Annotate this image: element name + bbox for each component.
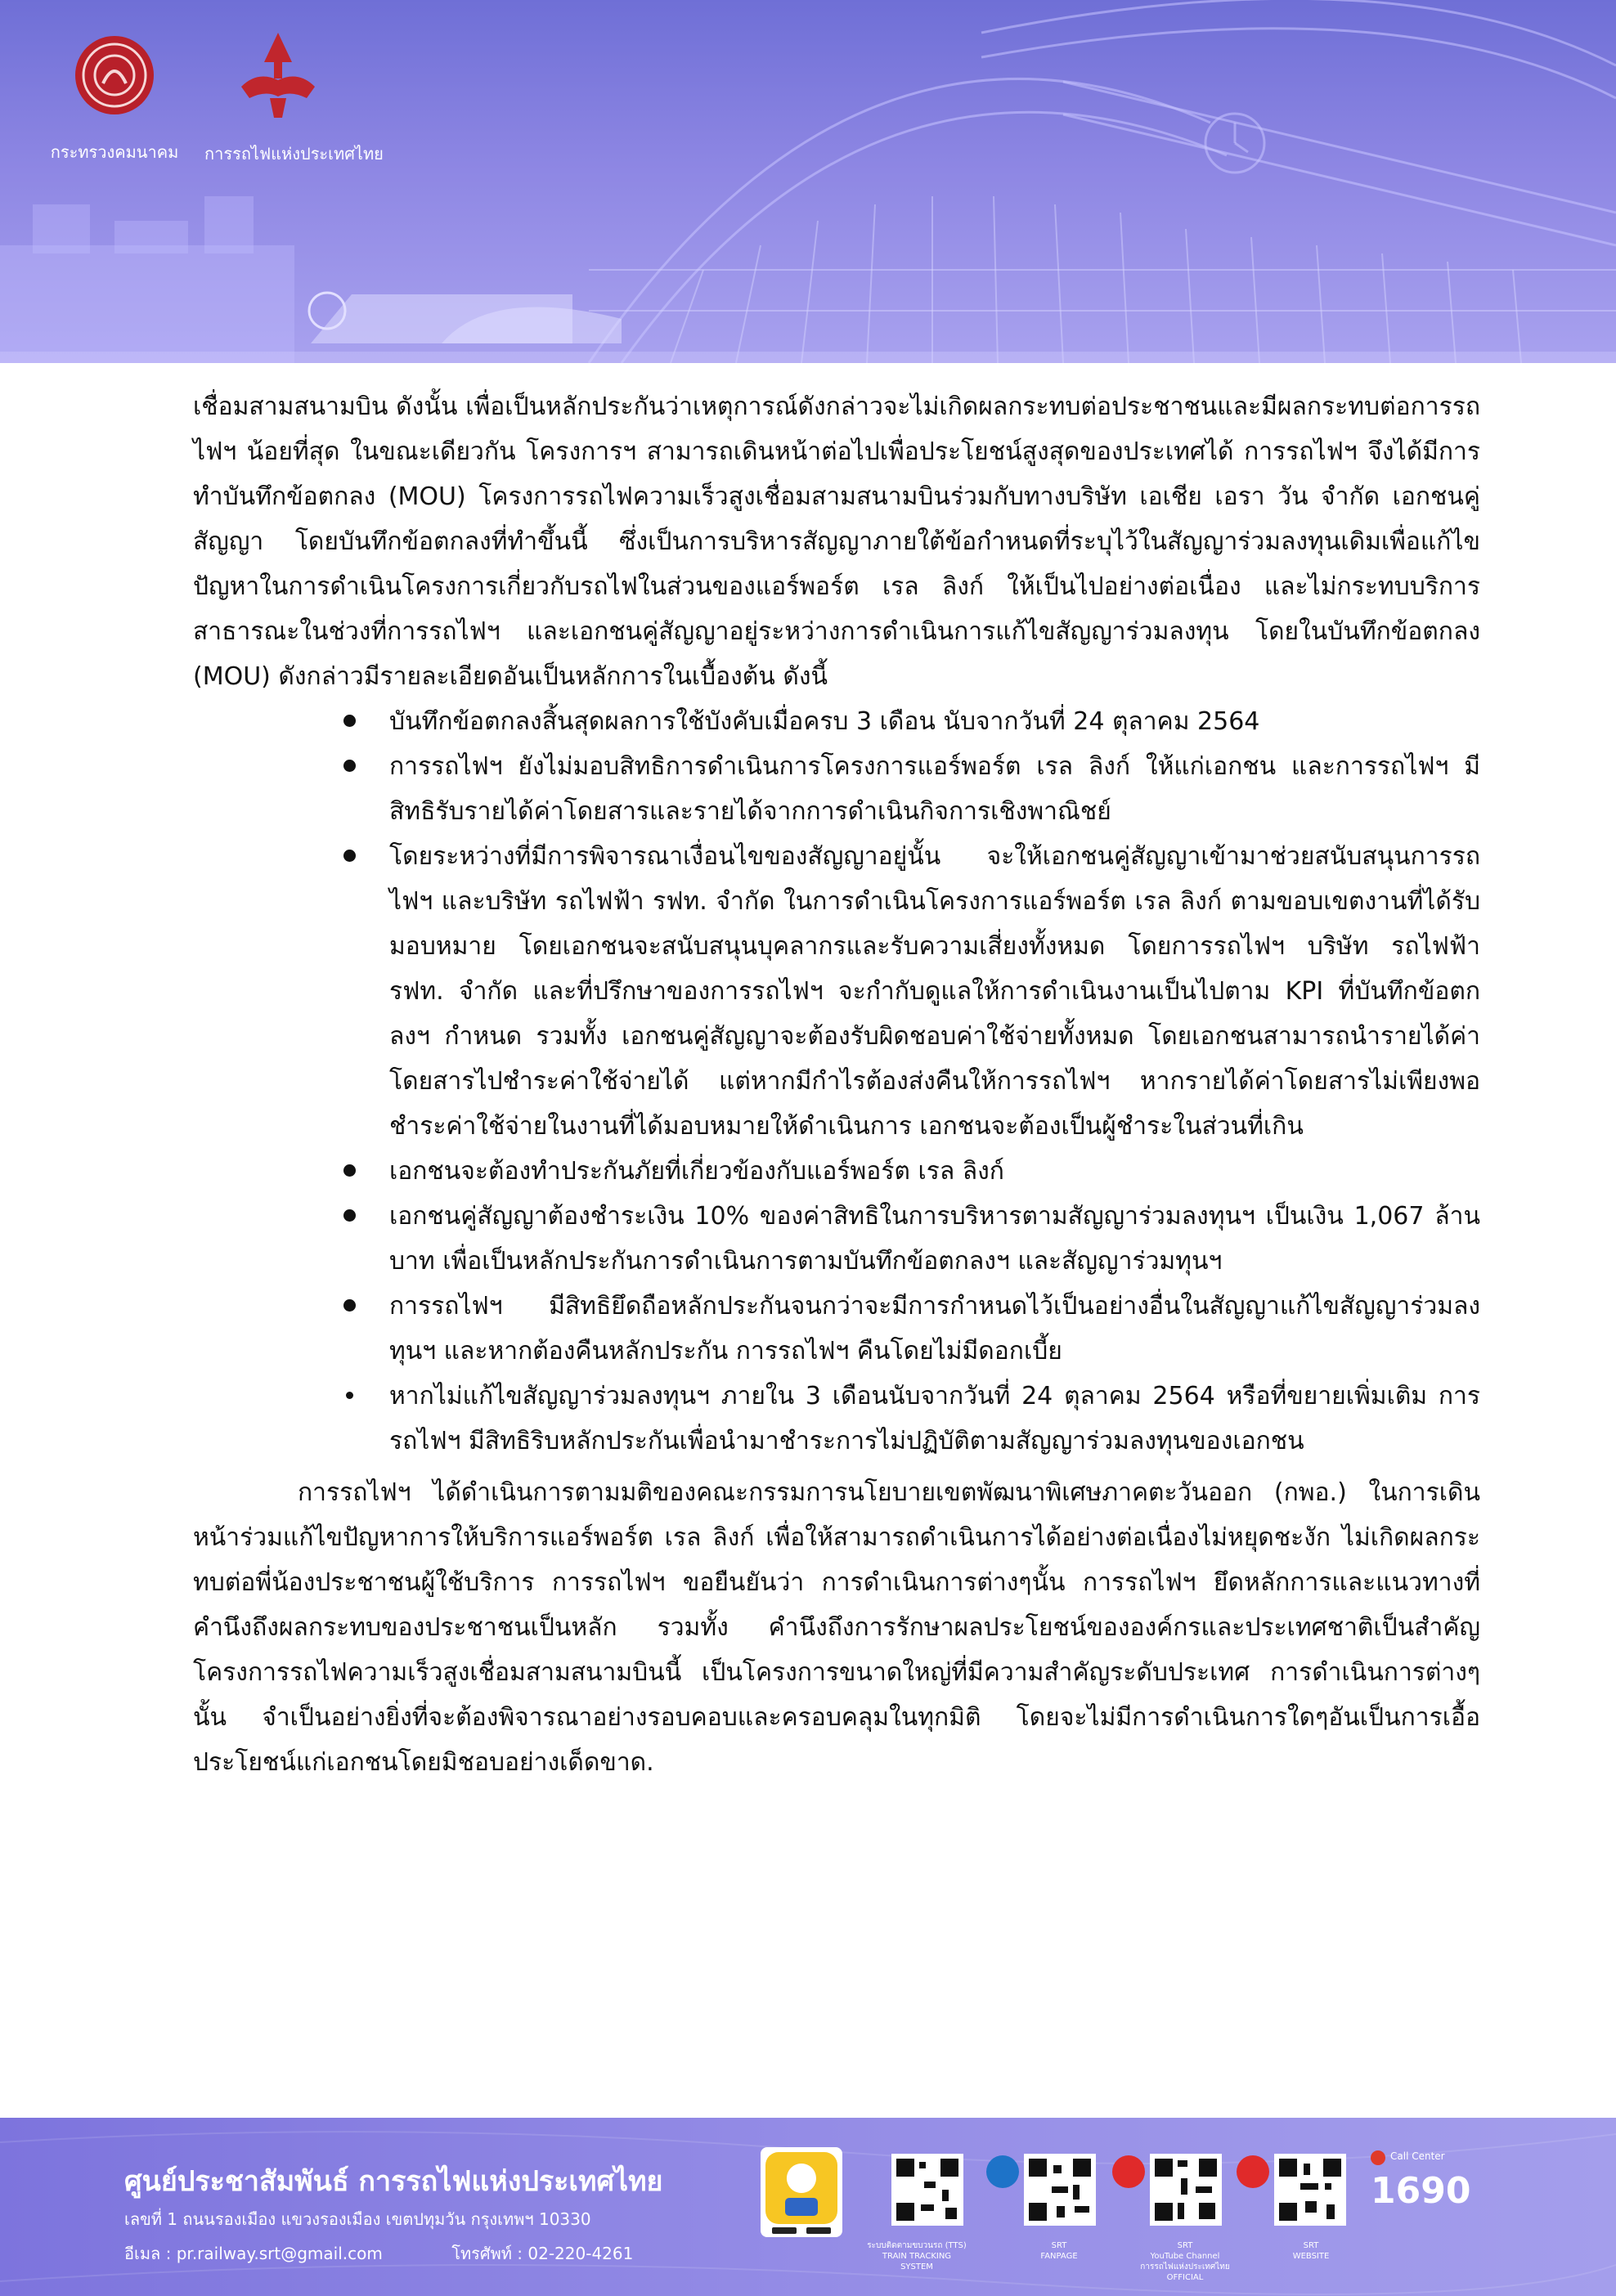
bullet-icon: [343, 715, 356, 727]
mou-terms-list: [193, 699, 1480, 1464]
list-item: [193, 1149, 1480, 1194]
list-item: [193, 1284, 1480, 1374]
website-caption: SRT WEBSITE: [1292, 2241, 1330, 2261]
web-icon: [1237, 2155, 1269, 2188]
youtube-qr-code[interactable]: [1150, 2154, 1222, 2226]
call-center-icon: [1371, 2150, 1385, 2165]
list-item-text: การรถไฟฯ ยังไม่มอบสิทธิการดำเนินการโครงการแอร์พอร์ต เรล ลิงก์ ให้แก่เอกชน และการรถไฟฯ มีสิทธิรับรายได้ค่าโดยสารและรายได้จากการดำเนินกิจการเชิงพาณิชย์: [389, 752, 1480, 826]
like-icon: [986, 2155, 1019, 2188]
youtube-caption: SRT YouTube Channel การรถไฟแห่งประเทศไทย OFFICIAL: [1140, 2241, 1230, 2282]
list-item: [193, 744, 1480, 834]
bullet-icon: [343, 1299, 356, 1312]
footer: [0, 2118, 1616, 2296]
list-item: [193, 1194, 1480, 1284]
footer-email[interactable]: อีเมล : pr.railway.srt@gmail.com: [124, 2244, 383, 2263]
list-item: [193, 834, 1480, 1149]
call-center-label: Call Center: [1390, 2150, 1445, 2162]
srt-emblem-icon: [233, 29, 323, 121]
list-item-text: เอกชนจะต้องทำประกันภัยที่เกี่ยวข้องกับแอร์พอร์ต เรล ลิงก์: [389, 1157, 1004, 1186]
fanpage-qr-code[interactable]: [1024, 2154, 1096, 2226]
bullet-icon: [343, 1164, 356, 1177]
footer-address: เลขที่ 1 ถนนรองเมือง แขวงรองเมือง เขตปทุมวัน กรุงเทพฯ 10330: [124, 2209, 591, 2229]
ministry-caption: กระทรวงคมนาคม: [50, 142, 179, 162]
call-center-number[interactable]: 1690: [1371, 2170, 1471, 2212]
list-item: [193, 699, 1480, 744]
list-item-text: โดยระหว่างที่มีการพิจารณาเงื่อนไขของสัญญาอยู่นั้น จะให้เอกชนคู่สัญญาเข้ามาช่วยสนับสนุนการรถไฟฯ และบริษัท รถไฟฟ้า รฟท. จำกัด ในการดำเนินโครงการแอร์พอร์ต เรล ลิงก์ ตามขอบเขตงานที่ได้รับมอบหมาย โดยเอกชนจะสนับสนุนบุคลากรและรับความเสี่ยงทั้งหมด โดยการรถไฟฯ บริษัท รถไฟฟ้า รฟท. จำกัด และที่ปรึกษาของการรถไฟฯ จะกำกับดูแลให้การดำเนินงานเป็นไปตาม KPI ที่บันทึกข้อตกลงฯ กำหนด รวมทั้ง เอกชนคู่สัญญาจะต้องรับผิดชอบค่าใช้จ่ายทั้งหมด โดยเอกชนสามารถนำรายได้ค่าโดยสารไปชำระค่าใช้จ่ายได้ แต่หากมีกำไรต้องส่งคืนให้การรถไฟฯ หากรายได้ค่าโดยสารไม่เพียงพอชำระค่าใช้จ่ายในงานที่ได้มอบหมายให้ดำเนินการ เอกชนจะต้องเป็นผู้ชำระในส่วนที่เกิน: [389, 842, 1480, 1141]
bullet-icon: [343, 850, 356, 862]
srt-caption: การรถไฟแห่งประเทศไทย: [204, 144, 384, 164]
tts-qr-code[interactable]: [891, 2154, 963, 2226]
closing-paragraph: การรถไฟฯ ได้ดำเนินการตามมติของคณะกรรมการนโยบายเขตพัฒนาพิเศษภาคตะวันออก (กพอ.) ในการเดินหน้าร่วมแก้ไขปัญหาการให้บริการแอร์พอร์ต เรล ลิงก์ เพื่อให้สามารถดำเนินการได้อย่างต่อเนื่องไม่หยุดชะงัก ไม่เกิดผลกระทบต่อพี่น้องประชาชนผู้ใช้บริการ การรถไฟฯ ขอยืนยันว่า การดำเนินการต่างๆนั้น การรถไฟฯ ยึดหลักการและแนวทางที่คำนึงถึงผลกระทบของประชาชนเป็นหลัก รวมทั้ง คำนึงถึงการรักษาผลประโยชน์ขององค์กรและประเทศชาติเป็นสำคัญ โครงการรถไฟความเร็วสูงเชื่อมสามสนามบินนี้ เป็นโครงการขนาดใหญ่ที่มีความสำคัญระดับประเทศ การดำเนินการต่างๆนั้น จำเป็นอย่างยิ่งที่จะต้องพิจารณาอย่างรอบคอบและครอบคลุมในทุกมิติ โดยจะไม่มีการดำเนินการใดๆอันเป็นการเอื้อประโยชน์แก่เอกชนโดยมิชอบอย่างเด็ดขาด.: [193, 1478, 1480, 1777]
footer-phone: โทรศัพท์ : 02-220-4261: [451, 2244, 634, 2263]
intro-paragraph: เชื่อมสามสนามบิน ดังนั้น เพื่อเป็นหลักประกันว่าเหตุการณ์ดังกล่าวจะไม่เกิดผลกระทบต่อประชาชนและมีผลกระทบต่อการรถไฟฯ น้อยที่สุด ในขณะเดียวกัน โครงการฯ สามารถเดินหน้าต่อไปเพื่อประโยชน์สูงสุดของประเทศได้ การรถไฟฯ จึงได้มีการทำบันทึกข้อตกลง (MOU) โครงการรถไฟความเร็วสูงเชื่อมสามสนามบินร่วมกับทางบริษัท เอเชีย เอรา วัน จำกัด เอกชนคู่สัญญา โดยบันทึกข้อตกลงที่ทำขึ้นนี้ ซึ่งเป็นการบริหารสัญญาภายใต้ข้อกำหนดที่ระบุไว้ในสัญญาร่วมลงทุนเดิมเพื่อแก้ไขปัญหาในการดำเนินโครงการเกี่ยวกับรถไฟในส่วนของแอร์พอร์ต เรล ลิงก์ ให้เป็นไปอย่างต่อเนื่อง และไม่กระทบบริการสาธารณะในช่วงที่การรถไฟฯ และเอกชนคู่สัญญาอยู่ระหว่างการดำเนินการแก้ไขสัญญาร่วมลงทุน โดยในบันทึกข้อตกลง (MOU) ดังกล่าวมีรายละเอียดอันเป็นหลักการในเบื้องต้น ดังนี้: [193, 392, 1480, 691]
ministry-logo: [49, 34, 180, 165]
list-item-text: การรถไฟฯ มีสิทธิยึดถือหลักประกันจนกว่าจะมีการกำหนดไว้เป็นอย่างอื่นในสัญญาแก้ไขสัญญาร่วมลงทุนฯ และหากต้องคืนหลักประกัน การรถไฟฯ คืนโดยไม่มีดอกเบี้ย: [389, 1292, 1480, 1365]
bullet-icon: [346, 1392, 353, 1399]
list-item-text: บันทึกข้อตกลงสิ้นสุดผลการใช้บังคับเมื่อครบ 3 เดือน นับจากวันที่ 24 ตุลาคม 2564: [389, 707, 1260, 736]
website-qr-code[interactable]: [1274, 2154, 1346, 2226]
bullet-icon: [343, 1209, 356, 1222]
ministry-seal-icon: [74, 34, 155, 116]
footer-org-name: ศูนย์ประชาสัมพันธ์ การรถไฟแห่งประเทศไทย: [124, 2165, 663, 2198]
list-item-text: หากไม่แก้ไขสัญญาร่วมลงทุนฯ ภายใน 3 เดือนนับจากวันที่ 24 ตุลาคม 2564 หรือที่ขยายเพิ่มเติม การรถไฟฯ มีสิทธิริบหลักประกันเพื่อนำมาชำระการไม่ปฏิบัติตามสัญญาร่วมลงทุนของเอกชน: [389, 1382, 1480, 1455]
list-item-text: เอกชนคู่สัญญาต้องชำระเงิน 10% ของค่าสิทธิในการบริหารตามสัญญาร่วมลงทุนฯ เป็นเงิน 1,067 ล้านบาท เพื่อเป็นหลักประกันการดำเนินการตามบันทึกข้อตกลงฯ และสัญญาร่วมทุนฯ: [389, 1202, 1480, 1276]
srt-logo: [204, 29, 384, 167]
train-app-icon[interactable]: [761, 2147, 842, 2237]
footer-contact: [124, 2240, 697, 2267]
list-item: [193, 1374, 1480, 1464]
fanpage-caption: SRT FANPAGE: [1040, 2241, 1078, 2261]
header-banner: [0, 0, 1616, 363]
press-release-body: [193, 384, 1480, 1785]
bullet-icon: [343, 760, 356, 772]
youtube-icon: [1112, 2155, 1145, 2188]
tts-caption: ระบบติดตามขบวนรถ (TTS) TRAIN TRACKING SYSTEM: [867, 2241, 967, 2271]
